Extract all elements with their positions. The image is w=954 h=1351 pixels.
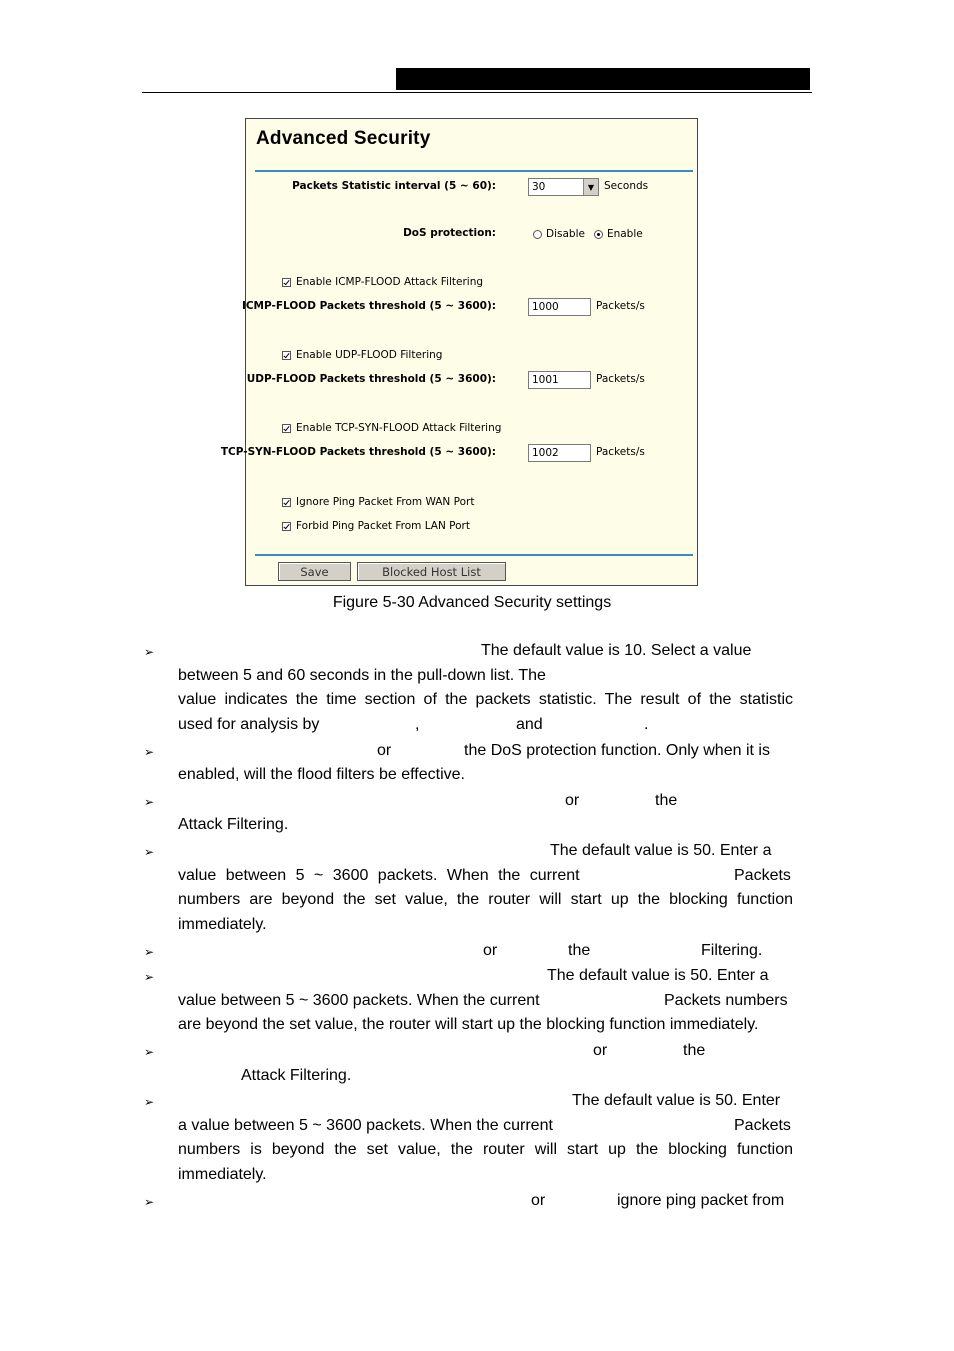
blocked-host-list-button[interactable]: Blocked Host List [357, 562, 506, 581]
dos-disable-radio[interactable] [533, 230, 542, 239]
b9-line1: ignore ping packet from [617, 1192, 785, 1209]
b1-line4a: used for analysis by [178, 716, 320, 733]
dos-enable-label: Enable [606, 228, 643, 240]
b8-line1: The default value is 50. Enter [572, 1092, 781, 1109]
b9-or: or [531, 1192, 546, 1209]
b8-line4: immediately. [178, 1166, 267, 1183]
dos-disable-label: Disable [546, 228, 585, 240]
b6-line2b: Packets numbers [664, 992, 788, 1009]
packets-interval-value: 30 [532, 181, 546, 193]
bullet-icon: ➢ [144, 795, 155, 809]
b8-line2a: a value between 5 ~ 3600 packets. When the current [178, 1117, 553, 1134]
ping-wan-row [282, 496, 474, 508]
b2-or: or [377, 742, 392, 759]
b7-the: the [683, 1042, 706, 1059]
b4-line1: The default value is 50. Enter a [550, 842, 772, 859]
packets-interval-select[interactable] [528, 178, 599, 196]
b6-line2a: value between 5 ~ 3600 packets. When the current [178, 992, 540, 1009]
udp-threshold-label: UDP-FLOOD Packets threshold (5 ~ 3600): [246, 373, 496, 385]
icmp-threshold-unit: Packets/s [596, 300, 645, 312]
dos-protection-options [533, 228, 643, 240]
udp-enable-checkbox[interactable] [282, 351, 291, 360]
bullet-icon: ➢ [144, 745, 155, 759]
ping-lan-row [282, 520, 470, 532]
b1-line4c: and [516, 716, 543, 733]
tcp-enable-checkbox[interactable] [282, 424, 291, 433]
bullet-icon: ➢ [144, 1195, 155, 1209]
bullet-icon: ➢ [144, 845, 155, 859]
b2-line1: the DoS protection function. Only when it is [464, 742, 770, 759]
tcp-enable-label: Enable TCP-SYN-FLOOD Attack Filtering [296, 422, 502, 434]
header-bar [396, 68, 810, 90]
udp-enable-row [282, 349, 442, 361]
ping-lan-checkbox[interactable] [282, 522, 291, 531]
b8-line2b: Packets [734, 1117, 791, 1134]
packets-interval-unit: Seconds [604, 180, 649, 192]
icmp-threshold-label: ICMP-FLOOD Packets threshold (5 ~ 3600): [241, 300, 496, 312]
b1-line1: The default value is 10. Select a value [481, 642, 752, 659]
b3-or: or [565, 792, 580, 809]
b4-line3: numbers are beyond the set value, the router will start up the blocking function [178, 891, 793, 908]
advanced-security-panel [220, 118, 698, 586]
b6-line1: The default value is 50. Enter a [547, 967, 769, 984]
dos-protection-label: DoS protection: [403, 227, 496, 239]
top-divider [255, 170, 693, 172]
ping-wan-label: Ignore Ping Packet From WAN Port [296, 496, 475, 508]
bullet-icon: ➢ [144, 945, 155, 959]
bullet-icon: ➢ [144, 645, 155, 659]
b4-line4: immediately. [178, 916, 267, 933]
bullet-icon: ➢ [144, 1045, 155, 1059]
dos-enable-radio[interactable] [594, 230, 603, 239]
b1-line2: between 5 and 60 seconds in the pull-down list. The [178, 667, 546, 684]
icmp-threshold-input[interactable]: 1000 [528, 298, 591, 316]
b4-line2b: Packets [734, 867, 791, 884]
b8-line3: numbers is beyond the set value, the router will start up the blocking function [178, 1141, 793, 1158]
bullet-icon: ➢ [144, 1095, 155, 1109]
icmp-enable-row [282, 276, 483, 288]
tcp-threshold-label: TCP-SYN-FLOOD Packets threshold (5 ~ 3600): [220, 446, 496, 458]
b5-the: the [568, 942, 591, 959]
tcp-threshold-unit: Packets/s [596, 446, 645, 458]
panel-title: Advanced Security [256, 128, 431, 149]
b5-filtering: Filtering. [701, 942, 763, 959]
tcp-enable-row [282, 422, 501, 434]
packets-interval-label: Packets Statistic interval (5 ~ 60): [292, 180, 496, 192]
icmp-enable-checkbox[interactable] [282, 278, 291, 287]
b1-line4b: , [415, 716, 420, 733]
icmp-enable-label: Enable ICMP-FLOOD Attack Filtering [296, 276, 484, 288]
save-button[interactable]: Save [278, 562, 351, 581]
b1-line3: value indicates the time section of the packets statistic. The result of the statistic [178, 691, 793, 708]
udp-threshold-input[interactable]: 1001 [528, 371, 591, 389]
b7-or: or [593, 1042, 608, 1059]
b5-or: or [483, 942, 498, 959]
bottom-divider [255, 554, 693, 556]
b4-line2a: value between 5 ~ 3600 packets. When the current [178, 867, 580, 884]
figure-caption: Figure 5-30 Advanced Security settings [332, 594, 612, 611]
b7-line2: Attack Filtering. [241, 1067, 352, 1084]
ping-wan-checkbox[interactable] [282, 498, 291, 507]
b2-line2: enabled, will the flood filters be effective. [178, 766, 465, 783]
chevron-down-icon[interactable]: ▼ [583, 179, 598, 195]
b1-line4d: . [644, 716, 649, 733]
tcp-threshold-input[interactable]: 1002 [528, 444, 591, 462]
b3-line2: Attack Filtering. [178, 816, 289, 833]
b6-line3: are beyond the set value, the router will start up the blocking function immediately. [178, 1016, 759, 1033]
header-rule [142, 92, 812, 93]
udp-threshold-unit: Packets/s [596, 373, 645, 385]
ping-lan-label: Forbid Ping Packet From LAN Port [296, 520, 470, 532]
udp-enable-label: Enable UDP-FLOOD Filtering [296, 349, 443, 361]
bullet-icon: ➢ [144, 970, 155, 984]
b3-the: the [655, 792, 678, 809]
